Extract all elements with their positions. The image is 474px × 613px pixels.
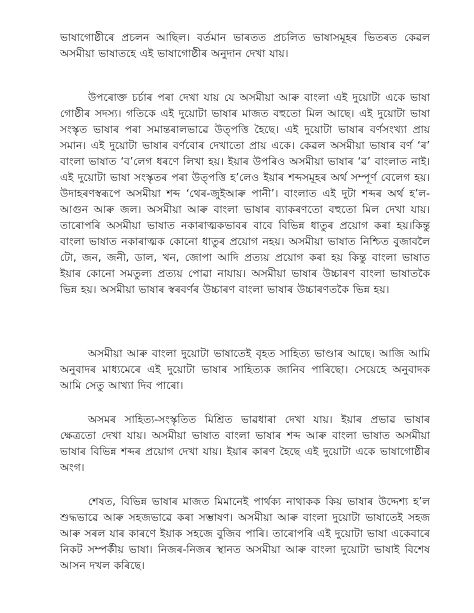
paragraph-continuation: ভাষাগোষ্ঠীৰে প্ৰচলন আছিল। বৰ্তমান ভাৰতত প্ৰচলিত ভাষাসমূহৰ ভিতৰত কেৱল অসমীয়া ভাষাতহে এই ভাষাগোষ্ঠীৰ অনুদান দেখা যায়। — [60, 32, 430, 60]
paragraph-conclusion: শেষত, বিভিন্ন ভাষাৰ মাজত মিমানেই পাৰ্থক্য নাথাকক কিয় ভাষাৰ উদ্দেশ্য হ’ল শুদ্ধভাৱে আৰু সহজভাৱে কৰা সম্ভাষণ। অসমীয়া আৰু বাংলা দুয়োটা ভাষাতেই সহজ আৰু সৰল যাৰ কাৰণে ইয়াক সহজে বুজিব পাৰি। তাৰোপৰি এই দুয়োটা ভাষা একেবাৰে নিকট সম্পৰ্কীয় ভাষা। নিজৰ-নিজৰ স্থানত অসমীয়া আৰু বাংলা দুয়োটা ভাষাই বিশেষ আসন দখল কৰিছে। — [60, 496, 430, 572]
paragraph-comparison: উপৰোক্ত চৰ্চাৰ পৰা দেখা যায় যে অসমীয়া আৰু বাংলা এই দুয়োটা একে ভাষা গোষ্ঠীৰ সদস্য। গতিকে এই দুয়োটা ভাষাৰ মাজত বহুতো মিল আছে। এই দুয়োটা ভাষা সংস্কৃত ভাষাৰ পৰা সমান্তৰালভাৱে উত্পত্তি হৈছে। এই দুয়োটা ভাষাৰ বৰ্ণসংখ্যা প্ৰায় সমান। এই দুয়োটা ভাষাৰ বৰ্ণবোৰ দেখাতো প্ৰায় একে। কেৱল অসমীয়া ভাষাৰ বৰ্ণ ‘ৰ’ বাংলা ভাষাত ‘ব’লেগ ধৰণে লিখা হয়। ইয়াৰ উপৰিও অসমীয়া ভাষাৰ ‘ৱ’ বাংলাত নাই। এই দুয়োটা ভাষা সংস্কৃতৰ পৰা উত্পত্তি হ’লেও ইয়াৰ শব্দসমূহৰ অৰ্থ সম্পূৰ্ণ বেলেগ হয়। উদাহৰণস্বৰূপে অসমীয়া শব্দ ‘থেৰ-জুইআৰু পানী’। বাংলাত এই দুটা শব্দৰ অৰ্থ হ’ল-আগুন আৰু জল। অসমীয়া আৰু বাংলা ভাষাৰ ব্যাকৰণতো বহুতো মিল দেখা যায়। তাৰোপৰি অসমীয়া ভাষাত নকাৰাত্মকভাবৰ বাবে বিভিন্ন ধাতুৰ প্ৰয়োগ কৰা হয়।কিন্তু বাংলা ভাষাত নকাৰাত্মক কোনো ধাতুৰ প্ৰয়োগ নহয়। অসমীয়া ভাষাত নিশ্চিত বুজাবলৈ টো, জন, জনী, ডাল, খন, জোপা আদি প্ৰত্যয় প্ৰয়োগ কৰা হয় কিন্তু বাংলা ভাষাত ইয়াৰ কোনো সমতুল্য প্ৰত্যয় পোৱা নাযায়। অসমীয়া ভাষাৰ উচ্চাৰণ বাংলা ভাষাতকৈ ভিন্ন হয়। অসমীয়া ভাষাৰ স্বৰবৰ্ণৰ উচ্চাৰণ বাংলা ভাষাৰ উচ্চাৰণতকৈ ভিন্ন হয়। — [60, 92, 430, 296]
paragraph-literature: অসমীয়া আৰু বাংলা দুয়োটা ভাষাতেই বৃহত সাহিত্য ভাণ্ডাৰ আছে। আজি আমি অনুবাদৰ মাধ্যমেৰে এই দুয়োটা ভাষাৰ সাহিত্যক জানিব পাৰিছো। সেয়েহে অনুবাদক আমি সেতু আখ্যা দিব পাৰো। — [60, 348, 430, 392]
paragraph-influence: অসমৰ সাহিত্য-সংস্কৃতিত মিশ্ৰিত ভাৱধাৰা দেখা যায়। ইয়াৰ প্ৰভাৱ ভাষাৰ ক্ষেত্ৰতো দেখা যায়। অসমীয়া ভাষাত বাংলা ভাষাৰ শব্দ আৰু বাংলা ভাষাত অসমীয়া ভাষাৰ বিভিন্ন শব্দৰ প্ৰয়োগ দেখা যায়। ইয়াৰ কাৰণ হৈছে এই দুয়োটা একে ভাষাগোষ্ঠীৰ অংগ। — [60, 414, 430, 474]
